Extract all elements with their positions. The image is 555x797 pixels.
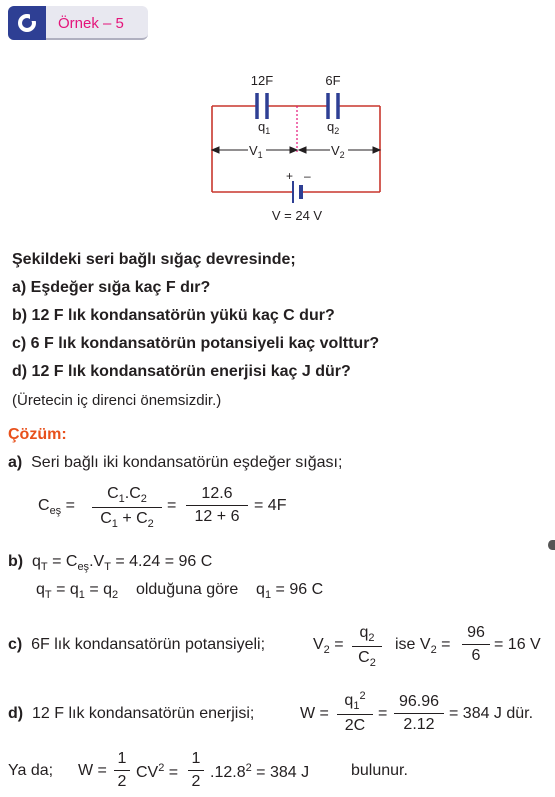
- solution-c-mid: ise $V_2$ =: [395, 636, 451, 656]
- question-c: c) 6 F lık kondansatörün potansiyeli kaç volttur?: [12, 335, 380, 352]
- solution-alt-cv: $CV^2$ =: [136, 762, 179, 781]
- question-b: b) 12 F lık kondansatörün yükü kaç C dur?: [12, 307, 335, 324]
- solution-a-equals: =: [167, 497, 177, 514]
- solution-b-line2: $q_T = q_1 = q_2$ olduğuna göre $q_1 = 96$ C: [36, 581, 324, 601]
- voltage1-label: $V_1$: [249, 143, 263, 160]
- battery: [293, 181, 301, 203]
- solution-a-fraction-1: $\frac{C_1.C_2}{C_1 + C_2}$: [92, 485, 162, 530]
- question-intro: Şekildeki seri bağlı sığaç devresinde;: [12, 251, 296, 268]
- solution-alt-w: W =: [78, 762, 107, 779]
- battery-plus: +: [286, 169, 294, 183]
- solution-c-text: c) 6F lık kondansatörün potansiyeli;: [8, 636, 266, 653]
- circuit-diagram: [200, 68, 390, 228]
- solution-title: Çözüm:: [8, 426, 67, 443]
- cap1-charge: $q_1$: [258, 119, 271, 136]
- solution-a-text: a) Seri bağlı iki kondansatörün eşdeğer sığası;: [8, 454, 343, 471]
- voltage-arrows: [212, 147, 380, 153]
- battery-minus: –: [304, 169, 311, 183]
- solution-c-fraction-1: $\frac{q_2}{C_2}$: [352, 624, 382, 669]
- capacitor-12f: [257, 93, 267, 119]
- example-icon: [8, 6, 46, 40]
- question-d: d) 12 F lık kondansatörün enerjisi kaç J dür?: [12, 363, 351, 380]
- circuit-wires: [212, 106, 380, 192]
- solution-alt-half-1: $\frac{1}{2}$: [114, 750, 130, 791]
- page-edge-marker: [548, 540, 555, 550]
- cap1-value: 12F: [250, 73, 274, 88]
- example-label: Örnek – 5: [58, 15, 124, 32]
- solution-a-result: = 4F: [254, 497, 287, 514]
- question-a: a) Eşdeğer sığa kaç F dır?: [12, 279, 211, 296]
- solution-d-lhs: W =: [300, 705, 329, 722]
- solution-c-result: = 16 V: [494, 636, 541, 653]
- solution-alt-suffix: bulunur.: [351, 762, 408, 779]
- solution-c-fraction-2: $\frac{96}{6}$: [462, 624, 490, 665]
- solution-d-result: = 384 J dür.: [449, 705, 534, 722]
- voltage2-label: $V_2$: [331, 143, 345, 160]
- solution-d-fraction-2: $\frac{96.96}{2.12}$: [394, 693, 444, 734]
- solution-d-fraction-1: $\frac{q_1^2}{2C}$: [337, 690, 373, 735]
- solution-d-text: d) 12 F lık kondansatörün enerjisi;: [8, 705, 255, 722]
- solution-b-line1: b) $q_T = C_{eş}.V_T = 4.24 = 96$ C: [8, 553, 213, 573]
- capacitor-6f: [328, 93, 338, 119]
- solution-alt-tail: .12.8$^2$ = 384 J: [210, 762, 310, 781]
- solution-alt-half-2: $\frac{1}{2}$: [188, 750, 204, 791]
- cap2-value: 6F: [325, 73, 341, 88]
- question-note: (Üretecin iç direnci önemsizdir.): [12, 392, 222, 409]
- battery-voltage: V = 24 V: [271, 208, 323, 223]
- example-tab: [8, 6, 148, 40]
- solution-d-equals: =: [378, 705, 388, 722]
- cap2-charge: $q_2$: [327, 119, 340, 136]
- solution-a-fraction-2: $\frac{12.6}{12 + 6}$: [186, 485, 248, 526]
- solution-alt-prefix: Ya da;: [8, 762, 54, 779]
- solution-c-lhs: $V_2$ =: [313, 636, 344, 656]
- solution-a-lhs: $C_{eş}$ =: [38, 497, 75, 517]
